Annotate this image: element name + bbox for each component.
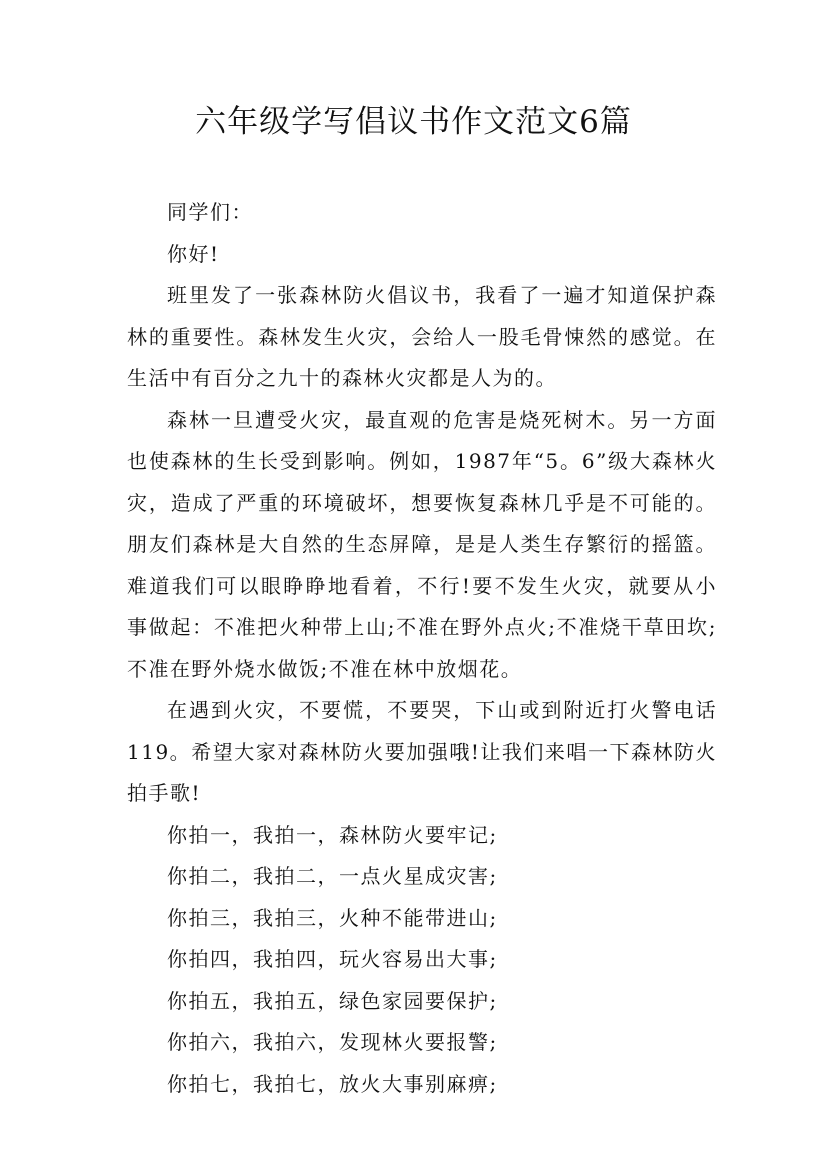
- clap-song-line: 你拍二，我拍二，一点火星成灾害;: [167, 864, 498, 888]
- clap-song-line: 你拍三，我拍三，火种不能带进山;: [167, 905, 498, 930]
- paragraph-emergency: 在遇到火灾，不要慌，不要哭，下山或到附近打火警电话119。希望大家对森林防火要加强哦!让我们来唱一下森林防火拍手歌!: [127, 698, 717, 805]
- document-body: [127, 192, 717, 1105]
- paragraph-hazards: 森林一旦遭受火灾，最直观的危害是烧死树木。另一方面也使森林的生长受到影响。例如，1987年“5。6”级大森林火灾，造成了严重的环境破坏，想要恢复森林几乎是不可能的。朋友们森林是大自然的生态屏障，是是人类生存繁衍的摇篮。难道我们可以眼睁睁地看着，不行!要不发生火灾，就要从小事做起：不准把火种带上山;不准在野外点火;不准烧干草田坎;不准在野外烧水做饭;不准在林中放烟花。: [127, 407, 717, 681]
- paragraph-intro: 班里发了一张森林防火倡议书，我看了一遍才知道保护森林的重要性。森林发生火灾，会给人一股毛骨悚然的感觉。在生活中有百分之九十的森林火灾都是人为的。: [127, 283, 717, 390]
- salutation: 同学们：: [167, 200, 253, 224]
- clap-song-line: 你拍五，我拍五，绿色家园要保护;: [167, 988, 498, 1013]
- clap-song-line: 你拍七，我拍七，放火大事别麻痹;: [167, 1071, 498, 1096]
- clap-song-line: 你拍一，我拍一，森林防火要牢记;: [167, 822, 498, 847]
- document-title: 六年级学写倡议书作文范文6篇: [195, 104, 632, 140]
- clap-song-line: 你拍六，我拍六，发现林火要报警;: [167, 1030, 498, 1054]
- greeting: 你好!: [167, 241, 220, 266]
- clap-song-line: 你拍四，我拍四，玩火容易出大事;: [167, 947, 498, 971]
